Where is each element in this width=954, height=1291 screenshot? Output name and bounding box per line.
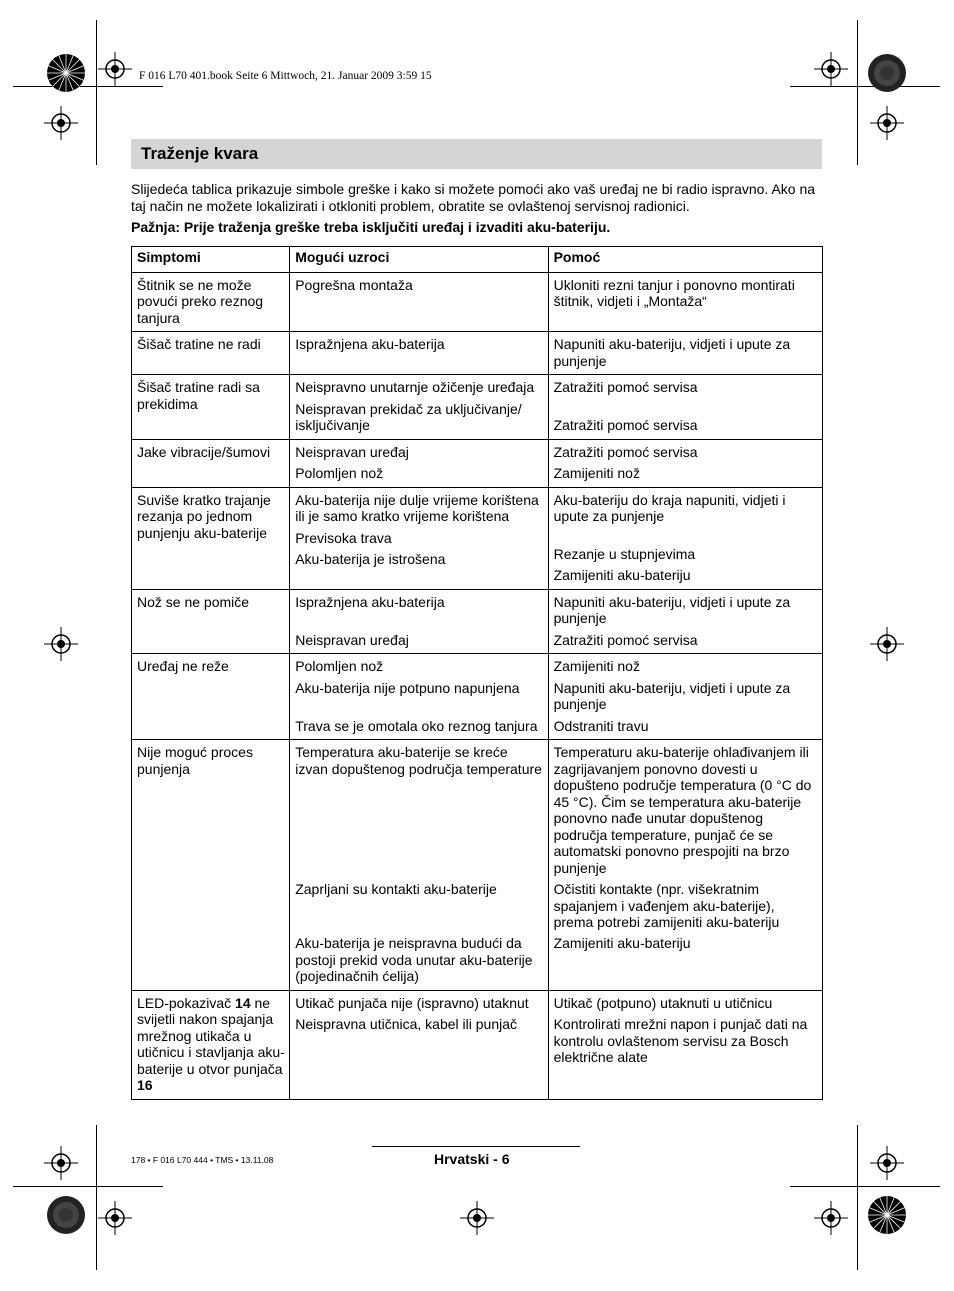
remedy-item: Aku-bateriju do kraja napuniti, vidjeti i upute za punjenje [553,491,786,524]
cause-item: Zaprljani su kontakti aku-baterije [295,881,497,897]
remedy-item: Temperaturu aku-baterije ohlađivanjem ili zagrijavanjem ponovno dovesti u dopušteno područje temperatura (0 °C do 45 °C). Čim se temperatura aku-baterije ponovno nađe unutar dopuštenog područja temperature, punjač će se automatski ponovno prespojiti na brzo punjenje [553,744,812,876]
table-row [132,589,823,654]
cause-item: Utikač punjača nije (ispravno) utaknut [295,994,529,1011]
symptom-cell: Šišač tratine radi sa prekidima [132,375,290,440]
cause-item: Aku-baterija je neispravna budući da postoji prekid voda unutar aku-baterije (pojedinačnih ćelija) [295,935,533,984]
cause-item: Neispravan prekidač za uključivanje/ isključivanje [295,400,522,433]
crop-mark [857,1125,858,1270]
cause-item: Neispravno unutarnje ožičenje uređaja [295,379,535,395]
registration-mark-icon [870,1146,904,1180]
color-target-icon [867,53,907,93]
cause-item: Ispražnjena aku-baterija [295,593,445,610]
registration-mark-icon [44,106,78,140]
remedy-item: Zamijeniti aku-bateriju [553,935,691,951]
footer-print-code: 178 • F 016 L70 444 • TMS • 13.11.08 [131,1155,274,1165]
symptom-cell: Nije moguć proces punjenja [132,740,290,991]
remedy-cell [548,375,822,440]
remedy-item: Očistiti kontakte (npr. višekratnim spajanjem i vađenjem aku-baterije), prema potrebi zamijeniti aku-bateriju [553,881,780,930]
symptom-cell: Jake vibracije/šumovi [132,439,290,487]
remedy-item: Odstraniti travu [553,717,649,734]
remedy-item: Rezanje u stupnjevima [553,545,696,562]
registration-mark-icon [44,627,78,661]
symptom-cell: Štitnik se ne može povući preko reznog tanjura [132,272,290,332]
footer-rule [372,1146,580,1147]
registration-mark-icon [98,52,132,86]
cause-cell [290,439,548,487]
cause-item: Trava se je omotala oko reznog tanjura [295,717,538,734]
cause-item: Aku-baterija nije potpuno napunjena [295,679,520,696]
section-title: Traženje kvara [141,144,259,163]
section-title-band [131,139,822,169]
cause-cell [290,589,548,654]
symptom-text: ne svijetli nakon spajanja mrežnog utikača u utičnicu i stavljanja aku-baterije u otvor punjača [137,994,285,1077]
cause-cell [290,375,548,440]
crop-mark [13,1186,163,1187]
cause-item: Neispravna utičnica, kabel ili punjač [295,1016,518,1032]
remedy-cell [548,272,822,332]
remedy-item: Napuniti aku-bateriju, vidjeti i upute za punjenje [553,336,791,369]
remedy-cell [548,332,822,375]
table-row [132,487,823,589]
cause-item: Pogrešna montaža [295,276,413,293]
table-row [132,990,823,1099]
remedy-cell [548,439,822,487]
print-header-meta: F 016 L70 401.book Seite 6 Mittwoch, 21. Januar 2009 3:59 15 [139,70,432,82]
cause-item: Aku-baterija je istrošena [295,551,446,567]
cause-item: Ispražnjena aku-baterija [295,336,445,352]
cause-item: Neispravan uređaj [295,631,409,648]
remedy-item: Zatražiti pomoć servisa [553,631,698,648]
remedy-item: Zatražiti pomoć servisa [553,417,698,433]
cause-cell [290,740,548,991]
symptom-cell: Šišač tratine ne radi [132,332,290,375]
cause-cell [290,272,548,332]
star-target-icon [867,1195,907,1235]
table-row [132,439,823,487]
remedy-item: Zamijeniti aku-bateriju [553,567,691,583]
remedy-item: Napuniti aku-bateriju, vidjeti i upute za punjenje [553,679,791,712]
symptom-cell: Suviše kratko trajanje rezanja po jednom punjenju aku-baterije [132,487,290,589]
symptom-text: LED-pokazivač [137,994,236,1011]
cause-item: Previsoka trava [295,529,392,546]
column-header-causes: Mogući uzroci [290,247,548,273]
remedy-item: Napuniti aku-bateriju, vidjeti i upute za punjenje [553,593,791,626]
remedy-cell [548,589,822,654]
registration-mark-icon [98,1201,132,1235]
warning-text: Pažnja: Prije traženja greške treba isključiti uređaj i izvaditi aku-bateriju. [131,219,611,235]
remedy-cell [548,740,822,991]
color-target-icon [46,1195,86,1235]
star-target-icon [46,53,86,93]
cause-cell [290,990,548,1099]
symptom-cell: Nož se ne pomiče [132,589,290,654]
table-header-row [132,247,823,273]
crop-mark [790,86,940,87]
table-row [132,375,823,440]
remedy-item: Zamijeniti nož [553,465,640,481]
symptom-cell: Uređaj ne reže [132,654,290,740]
page-number: Hrvatski - 6 [434,1151,510,1167]
remedy-item: Zatražiti pomoć servisa [553,443,698,460]
cause-cell [290,654,548,740]
cause-item: Polomljen nož [295,658,384,674]
cause-item: Temperatura aku-baterije se kreće izvan dopuštenog područja temperature [295,744,542,777]
registration-mark-icon [44,1146,78,1180]
table-row [132,740,823,991]
table-row [132,332,823,375]
remedy-item: Kontrolirati mrežni napon i punjač dati na kontrolu ovlaštenom servisu za Bosch električne alate [553,1016,808,1065]
table-row [132,654,823,740]
crop-mark [13,86,163,87]
remedy-cell [548,654,822,740]
cause-cell [290,332,548,375]
remedy-cell [548,487,822,589]
crop-mark [96,20,97,165]
cause-item: Aku-baterija nije dulje vrijeme korištena ili je samo kratko vrijeme korištena [295,491,539,524]
crop-mark [790,1186,940,1187]
registration-mark-icon [814,52,848,86]
remedy-cell [548,990,822,1099]
registration-mark-icon [814,1201,848,1235]
cause-item: Neispravan uređaj [295,443,409,460]
cause-item: Polomljen nož [295,465,384,481]
remedy-item: Ukloniti rezni tanjur i ponovno montirati štitnik, vidjeti i „Montaža“ [553,276,795,309]
cause-cell [290,487,548,589]
troubleshooting-table [131,246,823,1100]
crop-mark [857,20,858,165]
remedy-item: Zamijeniti nož [553,658,640,674]
remedy-item: Utikač (potpuno) utaknuti u utičnicu [553,994,773,1011]
table-row [132,272,823,332]
intro-paragraph: Slijedeća tablica prikazuje simbole greške i kako si možete pomoći ako vaš uređaj ne bi radio ispravno. Ako na taj način ne možete lokalizirati i otkloniti problem, obratite se ovlaštenoj servisnoj radionici. [131,181,816,214]
crop-mark [96,1125,97,1270]
symptom-cell [132,990,290,1099]
part-number: 16 [137,1077,153,1093]
remedy-item: Zatražiti pomoć servisa [553,379,698,395]
column-header-symptoms: Simptomi [132,247,290,273]
registration-mark-icon [460,1201,494,1235]
column-header-remedy: Pomoć [548,247,822,273]
registration-mark-icon [870,627,904,661]
part-number: 14 [235,994,251,1011]
registration-mark-icon [870,106,904,140]
